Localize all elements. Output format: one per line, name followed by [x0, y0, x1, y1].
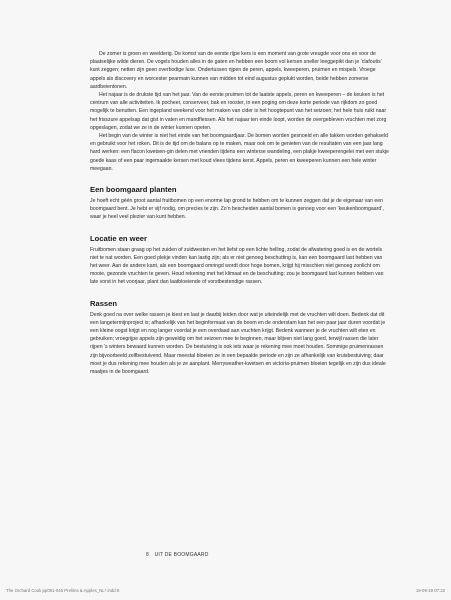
slug-filename: The Orchard Cook pp001-045 Prelims & Apples_NL*.indd 8 — [6, 588, 120, 593]
section-heading-rassen: Rassen — [90, 298, 118, 308]
section-paragraph-planten: Je hoeft echt géén groot aantal fruitbomen op een enorme lap grond te hebben om te kunnen zeggen dat je de eigenaar van een boomgaard bent. Je hebt er vijf nodig, om precies te zijn. Zo’n bescheiden aantal bomen is genoeg voor een ‘keukenboomgaard’, waar je heel veel plezier van kunt hebben. — [90, 198, 384, 221]
page-number: 8 — [146, 552, 149, 558]
intro-paragraph-2: Het najaar is de drukste tijd van het jaar. Van de eerste pruimen tot de laatste appels, peren en kweeperen – de keuken is het centrum van alle activiteiten. Ik pocheer, conserveer, bak en rooster, in een poging om deze korte periode van rijkdom zo goed mogelijk te benutten. Een ingepland weekend voor het maken van cider is het hoogtepunt van het seizoen; het hele huis ruikt naar het frisszure appelsap dat gist in vaten en mandflessen. Als het najaar ten einde loopt, worden de overgebleven vruchten met zorg opgeslagen, zodat we ze in de winter kunnen opeten. — [90, 92, 387, 131]
intro-paragraph-1: De zomer is groen en weelderig. De komst van de eerste rijpe kers is een moment van grote vreugde voor ons en voor de plaatselijke wilde dieren. De vogels houden alles in de gaten en hebben een boom vol kersen sneller leeggepikt dan je ‘clafoutis’ kunt zeggen; netten zijn geen overbodige luxe. Ondertussen rijpen de peren, appels, kweeperen, pruimen en mispels. Vroege appels als discovery en worcester pearmain kunnen van midden tot eind augustus geplukt worden, beide hebben zomerse aardbeientonen. — [90, 51, 382, 90]
section-paragraph-rassen: Denk goed na over welke rassen je kiest en laat je daarbij leiden door wat je uiteindelijk met de vruchten wilt doen. Bedenk dat dit een langetermijnproject is; afhankelijk van het beginformaat van de boom en de onderstam kan het een paar jaar duren voordat je een kleine oogst krijgt en nog langer voordat je een overdaad aan vruchten krijgt. Bedenk wanneer je de vruchten wilt eten en gebruiken; vroegrijpe appels zijn geweldig om het seizoen mee te beginnen, maar blijven niet lang goed, terwijl rassen die later rijpen ’s winters bewaard kunnen worden. De bestuiving is ook iets waar je rekening mee moet houden. Sommige pruimenrassen zijn bijvoorbeeld zelfbestuivend. Maar meestal bloeien ze in een bepaalde periode en zijn ze afhankelijk van kruisbestuiving; daar moet je dus rekening mee houden als je ze aanplant. Merryweather-kwetsen en victoria-pruimen bloeien tegelijk en zijn dus ideale maatjes in de boomgaard. — [90, 311, 386, 376]
text-column — [90, 50, 390, 376]
intro-paragraph-3: Het begin van de winter is niet het einde van het boomgaardjaar. De bomen worden gesnoeid en alle takken worden gehakseld en gebruikt voor het roken. Dit is de tijd om de balans op te maken, maar ook om te genieten van de resultaten van een jaar lang hard werken: een flacon kwetsen-gin delen met vrienden tijdens een winterse wandeling, een plakje kweeperengelei met een stukje goede kaas of een paar ingemaakte kersen met koud vlees tijdens kerst. Appels, peren en kweeperen kunnen een hele winter meegaan. — [90, 133, 389, 172]
footer-section-title: UIT DE BOOMGAARD — [154, 552, 209, 558]
running-footer — [146, 552, 209, 558]
section-heading-planten: Een boomgaard planten — [90, 185, 177, 195]
slug-timestamp: 19-09-19 07:22 — [415, 588, 445, 593]
section-paragraph-locatie: Fruitbomen staan graag op het zuiden of zuidwesten en het liefst op een lichte helling, zodat de afwatering goed is en de wortels niet te nat worden. Een goed plekje vinden kan lastig zijn; als er niet genoeg beschutting is, kan een boomgaard last hebben van het weer. Aan de andere kant, als een boomgaard omringd wordt door hoge bomen, krijgt hij misschien niet genoeg zonlicht om mooie, gezonde vruchten te geven. Houd rekening met het klimaat en de beschutting; zou je boomgaard last kunnen hebben van late vorst in het voorjaar, plant dan laatbloeiende of vorstbestendige rassen. — [90, 246, 384, 286]
print-slug — [6, 588, 445, 593]
section-heading-locatie: Locatie en weer — [90, 233, 147, 243]
